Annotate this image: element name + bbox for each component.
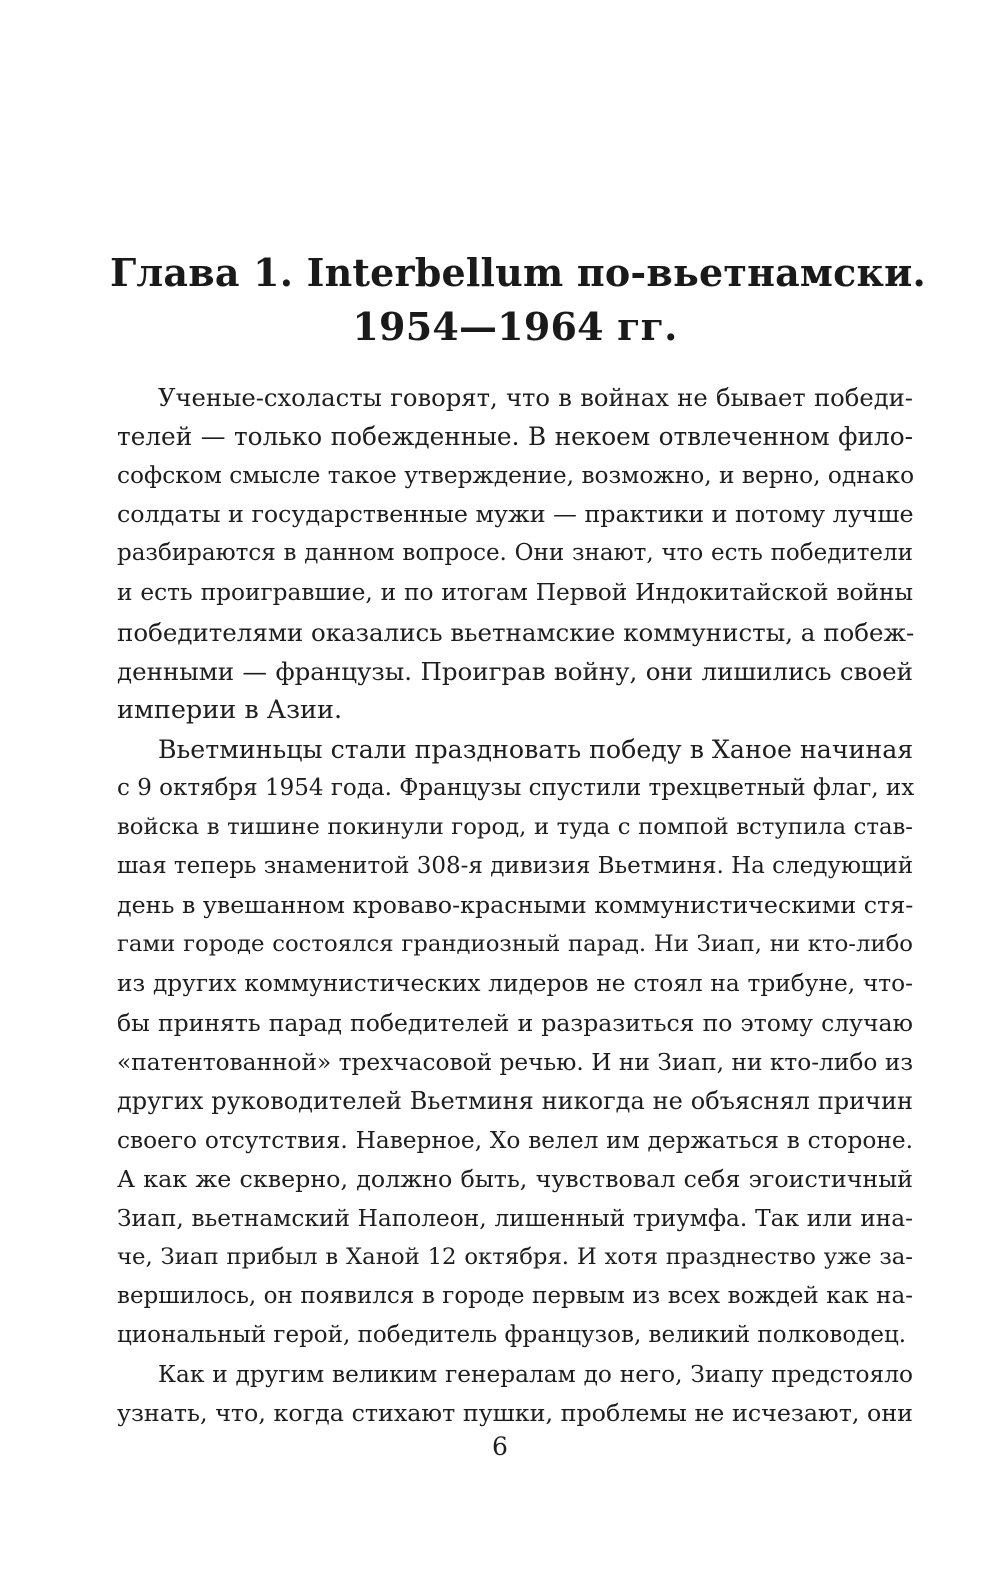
text-line: других руководителей Вьетминя никогда не объяснял причин xyxy=(117,1086,913,1115)
text-line: разбираются в данном вопросе. Они знают, что есть победители xyxy=(117,540,913,567)
text-line: Ученые-схоласты говорят, что в войнах не бывает победи- xyxy=(158,383,913,412)
text-line: империи в Азии. xyxy=(117,694,343,725)
text-line: шая теперь знаменитой 308-я дивизия Вьетминя. На следующий xyxy=(117,853,914,880)
text-line: войска в тишине покинули город, и туда с помпой вступила став- xyxy=(117,814,913,841)
text-line: софском смысле такое утверждение, возможно, и верно, однако xyxy=(117,462,915,490)
text-line: солдаты и государственные мужи — практики и потому лучше xyxy=(117,500,914,529)
text-line: узнать, что, когда стихают пушки, проблемы не исчезают, они xyxy=(117,1399,913,1428)
text-line: телей — только побежденные. В некоем отвлеченном фило- xyxy=(117,422,913,452)
text-line: Зиап, вьетнамский Наполеон, лишенный триумфа. Так или ина- xyxy=(117,1204,913,1232)
paragraph xyxy=(117,1355,913,1433)
text-line: и есть проигравшие, и по итогам Первой Индокитайской войны xyxy=(117,579,913,607)
text-line: бы принять парад победителей и разразиться по этому случаю xyxy=(117,1008,913,1037)
page-number: 6 xyxy=(492,1432,508,1461)
text-line: из других коммунистических лидеров не стоял на трибуне, что- xyxy=(117,970,913,998)
text-line: Вьетминьцы стали праздновать победу в Ханое начиная xyxy=(158,734,914,764)
text-line: день в увешанном кроваво-красными коммунистическими стя- xyxy=(117,891,914,920)
text-line: че, Зиап прибыл в Ханой 12 октября. И хотя празднество уже за- xyxy=(117,1244,913,1271)
body-text xyxy=(117,378,913,1434)
text-line: циональный герой, победитель французов, великий полководец. xyxy=(117,1322,907,1349)
text-line: победителями оказались вьетнамские коммунисты, а побеж- xyxy=(117,617,915,647)
text-line: денными — французы. Проиграв войну, они лишились своей xyxy=(117,656,913,686)
text-line: гами городе состоялся грандиозный парад. Ни Зиап, ни кто-либо xyxy=(117,931,913,958)
chapter-title-line-1: Глава 1. Interbellum по-вьетнамски. xyxy=(110,250,926,295)
text-line: вершилось, он появился в городе первым из всех вождей как на- xyxy=(117,1283,913,1310)
chapter-title-line-2: 1954—1964 гг. xyxy=(352,304,678,349)
text-line: А как же скверно, должно быть, чувствовал себя эгоистичный xyxy=(117,1164,913,1193)
text-line: своего отсутствия. Наверное, Хо велел им держаться в стороне. xyxy=(117,1126,913,1154)
text-line: с 9 октября 1954 года. Французы спустили трехцветный флаг, их xyxy=(117,774,915,801)
paragraph xyxy=(117,730,913,1356)
text-line: Как и другим великим генералам до него, Зиапу предстояло xyxy=(158,1361,913,1389)
paragraph xyxy=(117,378,913,730)
text-line: «патентованной» трехчасовой речью. И ни Зиап, ни кто-либо из xyxy=(117,1048,913,1076)
